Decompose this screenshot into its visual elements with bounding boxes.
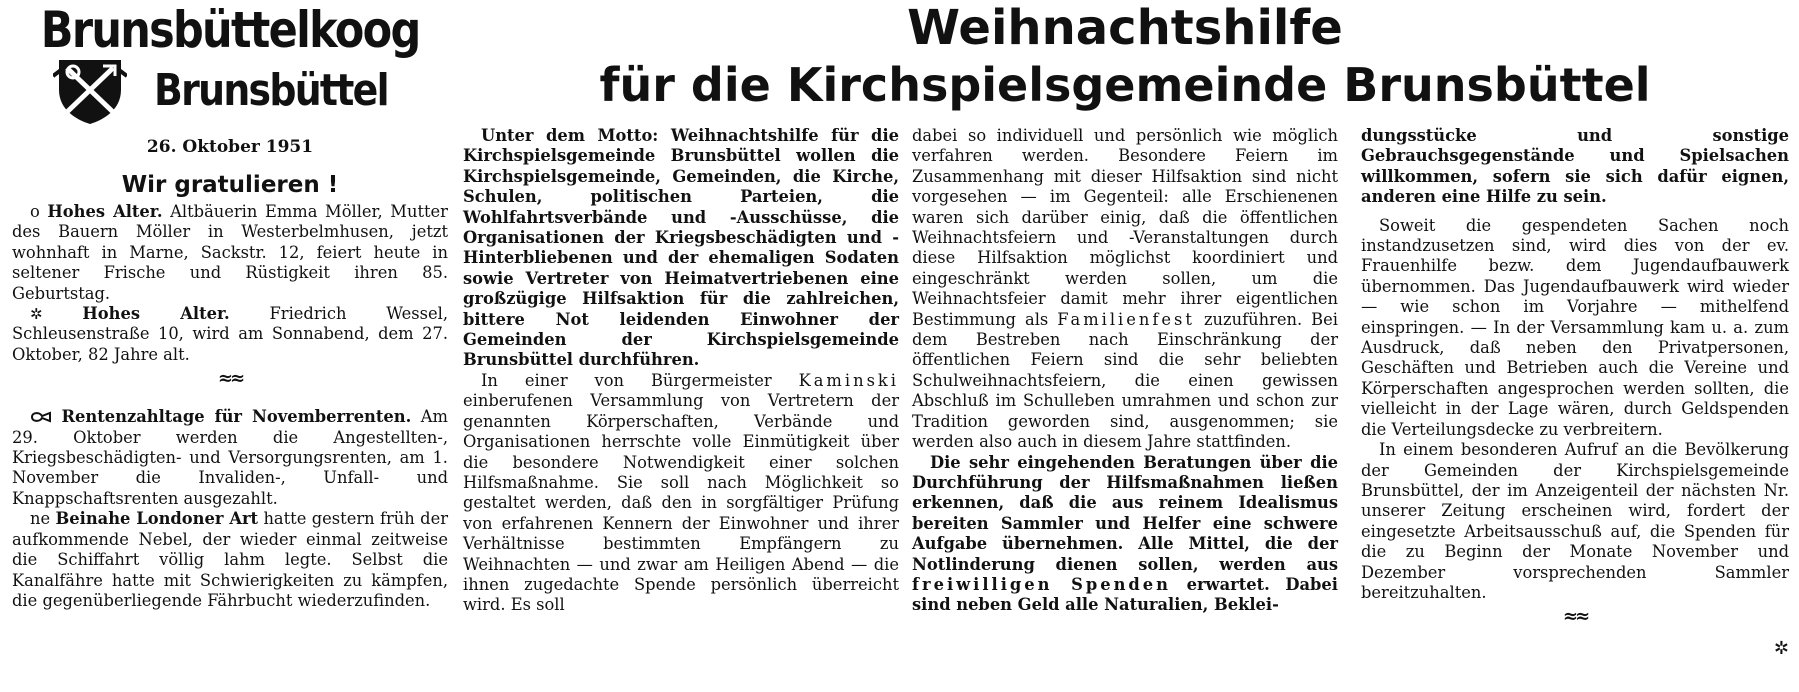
paragraph-text: einberufenen Versammlung von Vertretern der genannten Körperschaften, Verbände und Organisationen herrschte volle Einmütigkeit über die besondere Notwendigkeit einer solchen Hilfsmaßnahme. Sie soll nach Möglichkeit so gestaltet werden, daß den in sorgfältiger Prüfung von erfahrenen Kennern der Einwohner und ihrer Verhältnisse bestimmten Empfängern zu Weihnachten — und zwar am Heiligen Abend — die ihnen zugedachte Spende persönlich überreicht wird. Es soll bbox=[463, 391, 899, 615]
paragraph-text: zuzuführen. Bei dem Bestreben nach Einschränkung der öffentlichen Feiern sind die sehr beliebten Schulweihnachtsfeiern, die einen gewissen Abschluß im Schulleben umrahmen und schon zur Tradition geworden sind, ausgenommen; sie werden also auch in diesem Jahre stattfinden. bbox=[912, 309, 1338, 452]
masthead bbox=[10, 0, 450, 175]
news-item-fog bbox=[12, 509, 448, 611]
article-column-1 bbox=[463, 126, 899, 616]
news-item-birthday-2 bbox=[12, 304, 448, 365]
article-paragraph bbox=[912, 126, 1338, 453]
main-headline bbox=[455, 0, 1795, 114]
article-paragraph: Soweit die gespendeten Sachen noch instandzusetzen sind, wird dies von der ev. Frauenhilfe bezw. dem Jugendaufbauwerk übernommen. Das Jugendaufbauwerk wird wieder — wie schon im Vorjahre — mithelfend einspringen. — In der Versammlung kam u. a. zum Ausdruck, daß neben den Privatpersonen, Geschäften und Betrieben auch die Vereine und Körperschaften angesprochen werden sollten, die vielleicht in der Lage wären, durch Geldspenden die Verteilungsdecke zu verbreitern. bbox=[1361, 215, 1789, 439]
article-paragraph: In einem besonderen Aufruf an die Bevölkerung der Gemeinden der Kirchspielsgemeinde Brunsbüttel, der im Anzeigenteil der nächsten Nr. unserer Zeitung erscheinen wird, fordert der eingesetzte Arbeitsausschuß auf, die Spenden für die zu Beginn der Monate November und Dezember vorsprechenden Sammler bereitzuhalten. bbox=[1361, 440, 1789, 602]
item-heading: Beinahe Londoner Art bbox=[55, 509, 259, 529]
local-news-column bbox=[12, 170, 448, 611]
news-item-birthday-1 bbox=[12, 202, 448, 304]
item-text: hatte gestern früh der aufkommende Nebel, der wieder einmal zeitweise die Schiffahrt völlig lahm legte. Selbst die Kanalfähre hatte mit Schwierigkeiten zu kämpfen, die gegenüberliegende Fährbucht wiederzufinden. bbox=[12, 509, 448, 610]
article-paragraph-bold bbox=[1361, 126, 1789, 208]
paragraph-text: erwartet. Dabei sind neben Geld alle Naturalien, Beklei- bbox=[912, 574, 1338, 615]
lead-text: Unter dem Motto: Weihnachtshilfe für die Kirchspielsgemeinde Brunsbüttel wollen die Kirchspielsgemeinde, Gemeinden, die Kirche, Schulen, politischen Parteien, die Wohlfahrtsverbände und -Ausschüsse, die Organisationen der Kriegsbeschädigten und -Hinterbliebenen und der ehemaligen Sodaten sowie Vertreter von Heimatvertriebenen eine großzügige Hilfsaktion für die zahlreichen, bittere Not leidenden Einwohner der Gemeinden der Kirchspielsgemeinde Brunsbüttel durchführen. bbox=[463, 126, 899, 370]
item-marker: ne bbox=[30, 509, 51, 529]
coat-of-arms-icon bbox=[53, 56, 127, 126]
item-marker: o bbox=[30, 202, 40, 221]
item-text: Am 29. Oktober werden die Angestellten-, Kriegsbeschädigten- und Versorgungsrenten, am 1. November die Invaliden-, Unfall- und Knappschaftsrenten ausgezahlt. bbox=[12, 407, 448, 508]
article-column-2 bbox=[912, 126, 1338, 616]
mayor-name: Kaminski bbox=[798, 370, 899, 390]
paragraph-text: dabei so individuell und persönlich wie möglich verfahren werden. Besondere Feiern im Zusammenhang mit dieser Hilfsaktion sind nicht vorgesehen — im Gegenteil: alle Erschienenen waren sich darüber einig, daß die öffentlichen Weihnachtsfeiern und -Veranstaltungen durch diese Hilfsaktion möglichst koordiniert und eingeschränkt werden sollen, um die Weihnachtsfeier damit mehr ihrer eigentlichen Bestimmung als bbox=[912, 126, 1338, 329]
item-heading: Rentenzahltage für Novemberrenten. bbox=[61, 407, 412, 427]
paragraph-text: dungsstücke und sonstige Gebrauchsgegenstände und Spielsachen willkommen, sofern sie sich dafür eignen, anderen eine Hilfe zu sein. bbox=[1361, 126, 1789, 207]
headline-line1: Weihnachtshilfe bbox=[907, 0, 1343, 56]
post-horn-icon bbox=[30, 410, 52, 424]
star-icon: ✲ bbox=[30, 305, 43, 324]
issue-date: 26. Oktober 1951 bbox=[146, 137, 314, 157]
item-text: Altbäuerin Emma Möller, Mutter des Bauern Möller in Westerbelmhusen, jetzt wohnhaft in Marne, Sackstr. 12, feiert heute in seltener Frische und Rüstigkeit ihren 85. Geburtstag. bbox=[12, 202, 448, 303]
paragraph-text: In einer von Bürgermeister bbox=[481, 370, 799, 390]
paragraph-text: Die sehr eingehenden Beratungen über die Durchführung der Hilfsmaßnahmen ließen erkennen, daß die aus reinem Idealismus bereiten Sammler und Helfer eine schwere Aufgabe übernehmen. Alle Mittel, die der Notlinderung dienen sollen, werden aus bbox=[912, 452, 1338, 574]
star-icon: ✲ bbox=[1773, 637, 1789, 659]
ornament-divider: ≈≈ bbox=[1562, 606, 1588, 628]
news-item-pensions bbox=[12, 407, 448, 509]
article-lead bbox=[463, 126, 899, 371]
item-heading: Hohes Alter. bbox=[47, 202, 163, 221]
ornament-divider: ≈≈ bbox=[217, 368, 243, 390]
article-paragraph bbox=[463, 371, 899, 616]
masthead-title-line1: Brunsbüttelkoog bbox=[40, 1, 420, 59]
spaced-word: freiwilligen Spenden bbox=[912, 574, 1171, 594]
article-column-3 bbox=[1361, 126, 1789, 659]
spaced-word: Familienfest bbox=[1057, 309, 1195, 329]
article-paragraph-bold bbox=[912, 453, 1338, 616]
item-heading: Hohes Alter. bbox=[82, 304, 230, 324]
headline-line2: für die Kirchspielsgemeinde Brunsbüttel bbox=[599, 58, 1651, 112]
section-title-congratulations: Wir gratulieren ! bbox=[121, 172, 339, 198]
masthead-title-line2: Brunsbüttel bbox=[154, 65, 388, 116]
item-text: Friedrich Wessel, Schleusenstraße 10, wird am Sonnabend, dem 27. Oktober, 82 Jahre alt. bbox=[12, 304, 448, 364]
